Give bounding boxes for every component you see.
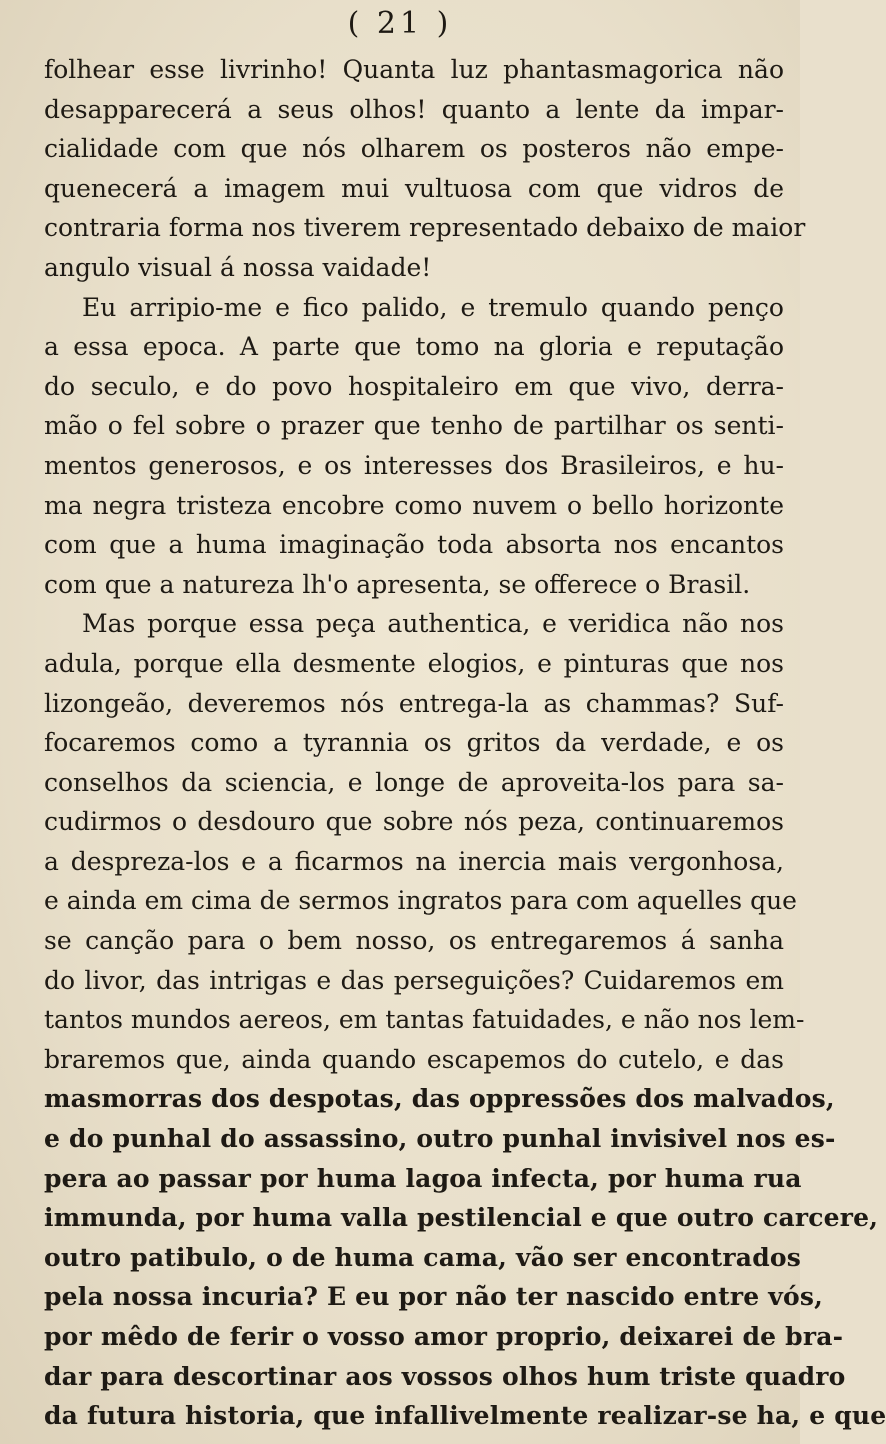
text-line: mentos generosos, e os interesses dos Brasileiros, e hu- — [44, 450, 784, 480]
text-line: cialidade com que nós olharem os posteros não empe- — [44, 134, 784, 164]
text-line: dar para descortinar aos vossos olhos hum triste quadro — [44, 1361, 846, 1391]
text-line: Eu arripio-me e fico palido, e tremulo quando penço — [82, 292, 784, 322]
text-line: adula, porque ella desmente elogios, e pinturas que nos — [44, 648, 784, 678]
text-line: da futura historia, que infallivelmente realizar-se ha, e que — [44, 1401, 886, 1431]
text-line: do seculo, e do povo hospitaleiro em que vivo, derra- — [44, 371, 784, 401]
body-text — [44, 50, 886, 1436]
page-number: ( 21 ) — [347, 6, 453, 41]
text-line: a essa epoca. A parte que tomo na gloria e reputação — [44, 332, 784, 362]
text-line: outro patibulo, o de huma cama, vão ser encontrados — [44, 1242, 802, 1272]
text-line: tantos mundos aereos, em tantas fatuidades, e não nos lem- — [44, 1005, 805, 1035]
text-line: focaremos como a tyrannia os gritos da verdade, e os — [44, 728, 784, 758]
text-line: e do punhal do assassino, outro punhal invisivel nos es- — [44, 1124, 836, 1154]
text-line: com que a natureza lh'o apresenta, se offerece o Brasil. — [44, 569, 751, 599]
text-line: se canção para o bem nosso, os entregaremos á sanha — [44, 926, 784, 956]
text-line: por mêdo de ferir o vosso amor proprio, deixarei de bra- — [44, 1322, 844, 1351]
text-line: com que a huma imaginação toda absorta nos encantos — [44, 530, 784, 560]
text-line: cudirmos o desdouro que sobre nós peza, continuaremos — [44, 807, 784, 837]
text-line: ma negra tristeza encobre como nuvem o bello horizonte — [44, 490, 784, 520]
text-line: pela nossa incuria? E eu por não ter nascido entre vós, — [44, 1282, 824, 1312]
text-line: quenecerá a imagem mui vultuosa com que vidros de — [44, 173, 784, 203]
text-line: do livor, das intrigas e das perseguições? Cuidaremos em — [44, 965, 784, 995]
text-line: e ainda em cima de sermos ingratos para com aquelles que — [44, 886, 797, 916]
text-line: contraria forma nos tiverem representado debaixo de maior — [44, 213, 806, 243]
text-line: conselhos da sciencia, e longe de aproveita-los para sa- — [44, 767, 784, 797]
text-line: braremos que, ainda quando escapemos do cutelo, e das — [44, 1044, 784, 1074]
text-line: folhear esse livrinho! Quanta luz phantasmagorica não — [44, 55, 784, 84]
text-line: a despreza-los e a ficarmos na inercia mais vergonhosa, — [44, 846, 784, 876]
text-line: desapparecerá a seus olhos! quanto a lente da impar- — [44, 94, 784, 124]
text-line: angulo visual á nossa vaidade! — [44, 252, 432, 282]
text-line: masmorras dos despotas, das oppressões dos malvados, — [44, 1084, 835, 1114]
text-line: lizongeão, deveremos nós entrega-la as chammas? Suf- — [44, 688, 784, 718]
text-line: pera ao passar por huma lagoa infecta, por huma rua — [44, 1163, 802, 1193]
text-line: immunda, por huma valla pestilencial e que outro carcere, — [44, 1203, 879, 1233]
text-line: mão o fel sobre o prazer que tenho de partilhar os senti- — [44, 411, 784, 441]
text-line: Mas porque essa peça authentica, e veridica não nos — [82, 609, 784, 639]
